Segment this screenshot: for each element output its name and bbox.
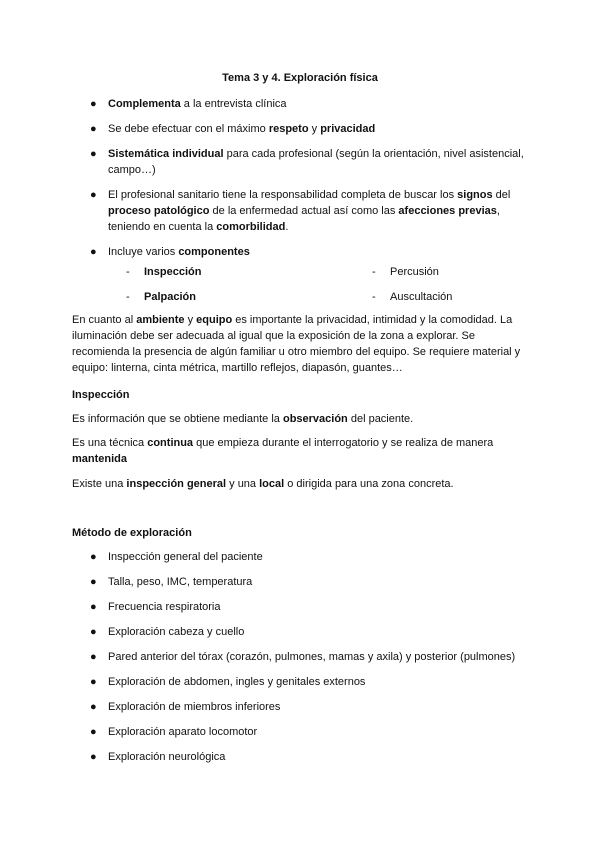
method-bullet-list bbox=[90, 549, 530, 774]
dash-marker: - bbox=[126, 266, 130, 278]
text-run: a la entrevista clínica bbox=[180, 98, 287, 110]
text-run: Incluye varios bbox=[108, 246, 179, 258]
text-run: El profesional sanitario tiene la responsabilidad completa de buscar los bbox=[108, 189, 458, 201]
component-label: Percusión bbox=[390, 266, 439, 278]
text-run: . bbox=[285, 221, 289, 233]
bullet-dot-icon: ● bbox=[90, 676, 97, 688]
component-label: Inspección bbox=[144, 266, 202, 278]
bold-text: local bbox=[259, 478, 285, 490]
bold-text: continua bbox=[147, 437, 194, 449]
list-item bbox=[90, 699, 530, 715]
text-run: de la enfermedad actual así como las bbox=[209, 205, 399, 217]
text-run: para cada profesional (según la orientación, nivel asistencial, campo…) bbox=[108, 148, 524, 176]
list-item-text: Exploración aparato locomotor bbox=[108, 726, 258, 738]
bold-text: inspección general bbox=[126, 478, 227, 490]
bold-text: ambiente bbox=[136, 314, 185, 326]
dash-marker: - bbox=[372, 291, 376, 303]
text-run: del bbox=[492, 189, 511, 201]
list-item bbox=[90, 96, 530, 112]
bold-text: Complementa bbox=[108, 98, 181, 110]
list-item-text: Exploración de abdomen, ingles y genitales externos bbox=[108, 676, 366, 688]
text-run: Es una técnica bbox=[72, 437, 148, 449]
list-item bbox=[90, 649, 530, 665]
list-item-text: Frecuencia respiratoria bbox=[108, 601, 221, 613]
bold-text: signos bbox=[457, 189, 493, 201]
bold-text: componentes bbox=[178, 246, 250, 258]
intro-bullet-list bbox=[90, 96, 530, 260]
bullet-dot-icon: ● bbox=[90, 601, 97, 613]
bold-text: mantenida bbox=[72, 453, 128, 465]
list-item-text: Exploración cabeza y cuello bbox=[108, 626, 245, 638]
list-item-text bbox=[108, 148, 524, 176]
list-item-text: Exploración neurológica bbox=[108, 751, 226, 763]
list-item-text bbox=[108, 123, 375, 135]
bold-text: Sistemática individual bbox=[108, 148, 224, 160]
text-run: y bbox=[184, 314, 197, 326]
list-item bbox=[90, 187, 530, 235]
bold-text: observación bbox=[282, 413, 348, 425]
text-run: En cuanto al bbox=[72, 314, 137, 326]
text-run: del paciente. bbox=[347, 413, 414, 425]
text-run: es importante la privacidad, intimidad y la comodidad. La iluminación debe ser adecuada al igual que la exposición de la zona a explorar. Se recomienda la presencia de algún familiar u otro miembro del equipo. Se requiere material y equipo: linterna, cinta métrica, martillo reflejos, diapasón, guantes… bbox=[72, 314, 521, 374]
text-run: que empieza durante el interrogatorio y se realiza de manera bbox=[193, 437, 494, 449]
text-run: y una bbox=[226, 478, 260, 490]
ambient-paragraph bbox=[72, 312, 532, 376]
bold-text: proceso patológico bbox=[108, 205, 210, 217]
bullet-dot-icon: ● bbox=[90, 246, 97, 258]
inspection-heading: Inspección bbox=[72, 389, 130, 401]
text-run: Es información que se obtiene mediante la bbox=[72, 413, 283, 425]
bullet-dot-icon: ● bbox=[90, 626, 97, 638]
page-title: Tema 3 y 4. Exploración física bbox=[222, 72, 378, 84]
inspection-paragraph bbox=[72, 476, 532, 492]
text-run: , teniendo en cuenta la bbox=[108, 205, 500, 233]
list-item bbox=[90, 549, 530, 565]
bold-text: afecciones previas bbox=[398, 205, 497, 217]
bullet-dot-icon: ● bbox=[90, 148, 97, 160]
bullet-dot-icon: ● bbox=[90, 576, 97, 588]
list-item bbox=[90, 674, 530, 690]
list-item-text bbox=[108, 189, 510, 233]
bold-text: comorbilidad bbox=[216, 221, 286, 233]
bullet-dot-icon: ● bbox=[90, 701, 97, 713]
list-item bbox=[90, 624, 530, 640]
list-item bbox=[90, 749, 530, 765]
list-item-text: Inspección general del paciente bbox=[108, 551, 263, 563]
text-run: o dirigida para una zona concreta. bbox=[284, 478, 454, 490]
list-item-text bbox=[108, 98, 287, 110]
inspection-paragraph bbox=[72, 435, 532, 467]
list-item bbox=[90, 121, 530, 137]
bullet-dot-icon: ● bbox=[90, 123, 97, 135]
bold-text: respeto bbox=[268, 123, 309, 135]
bold-text: privacidad bbox=[320, 123, 376, 135]
list-item bbox=[90, 599, 530, 615]
list-item-text: Exploración de miembros inferiores bbox=[108, 701, 281, 713]
component-label: Auscultación bbox=[390, 291, 453, 303]
bullet-dot-icon: ● bbox=[90, 751, 97, 763]
list-item bbox=[90, 146, 530, 178]
list-item bbox=[90, 724, 530, 740]
text-run: Se debe efectuar con el máximo bbox=[108, 123, 269, 135]
list-item bbox=[90, 244, 530, 260]
method-heading: Método de exploración bbox=[72, 527, 192, 539]
list-item-text: Talla, peso, IMC, temperatura bbox=[108, 576, 253, 588]
bold-text: equipo bbox=[196, 314, 233, 326]
inspection-paragraph bbox=[72, 411, 532, 427]
list-item-text bbox=[108, 246, 250, 258]
bullet-dot-icon: ● bbox=[90, 726, 97, 738]
text-run: y bbox=[308, 123, 321, 135]
bullet-dot-icon: ● bbox=[90, 189, 97, 201]
list-item bbox=[90, 574, 530, 590]
bullet-dot-icon: ● bbox=[90, 551, 97, 563]
bullet-dot-icon: ● bbox=[90, 98, 97, 110]
bullet-dot-icon: ● bbox=[90, 651, 97, 663]
text-run: Existe una bbox=[72, 478, 127, 490]
list-item-text: Pared anterior del tórax (corazón, pulmones, mamas y axila) y posterior (pulmones) bbox=[108, 651, 516, 663]
component-label: Palpación bbox=[144, 291, 196, 303]
dash-marker: - bbox=[372, 266, 376, 278]
dash-marker: - bbox=[126, 291, 130, 303]
